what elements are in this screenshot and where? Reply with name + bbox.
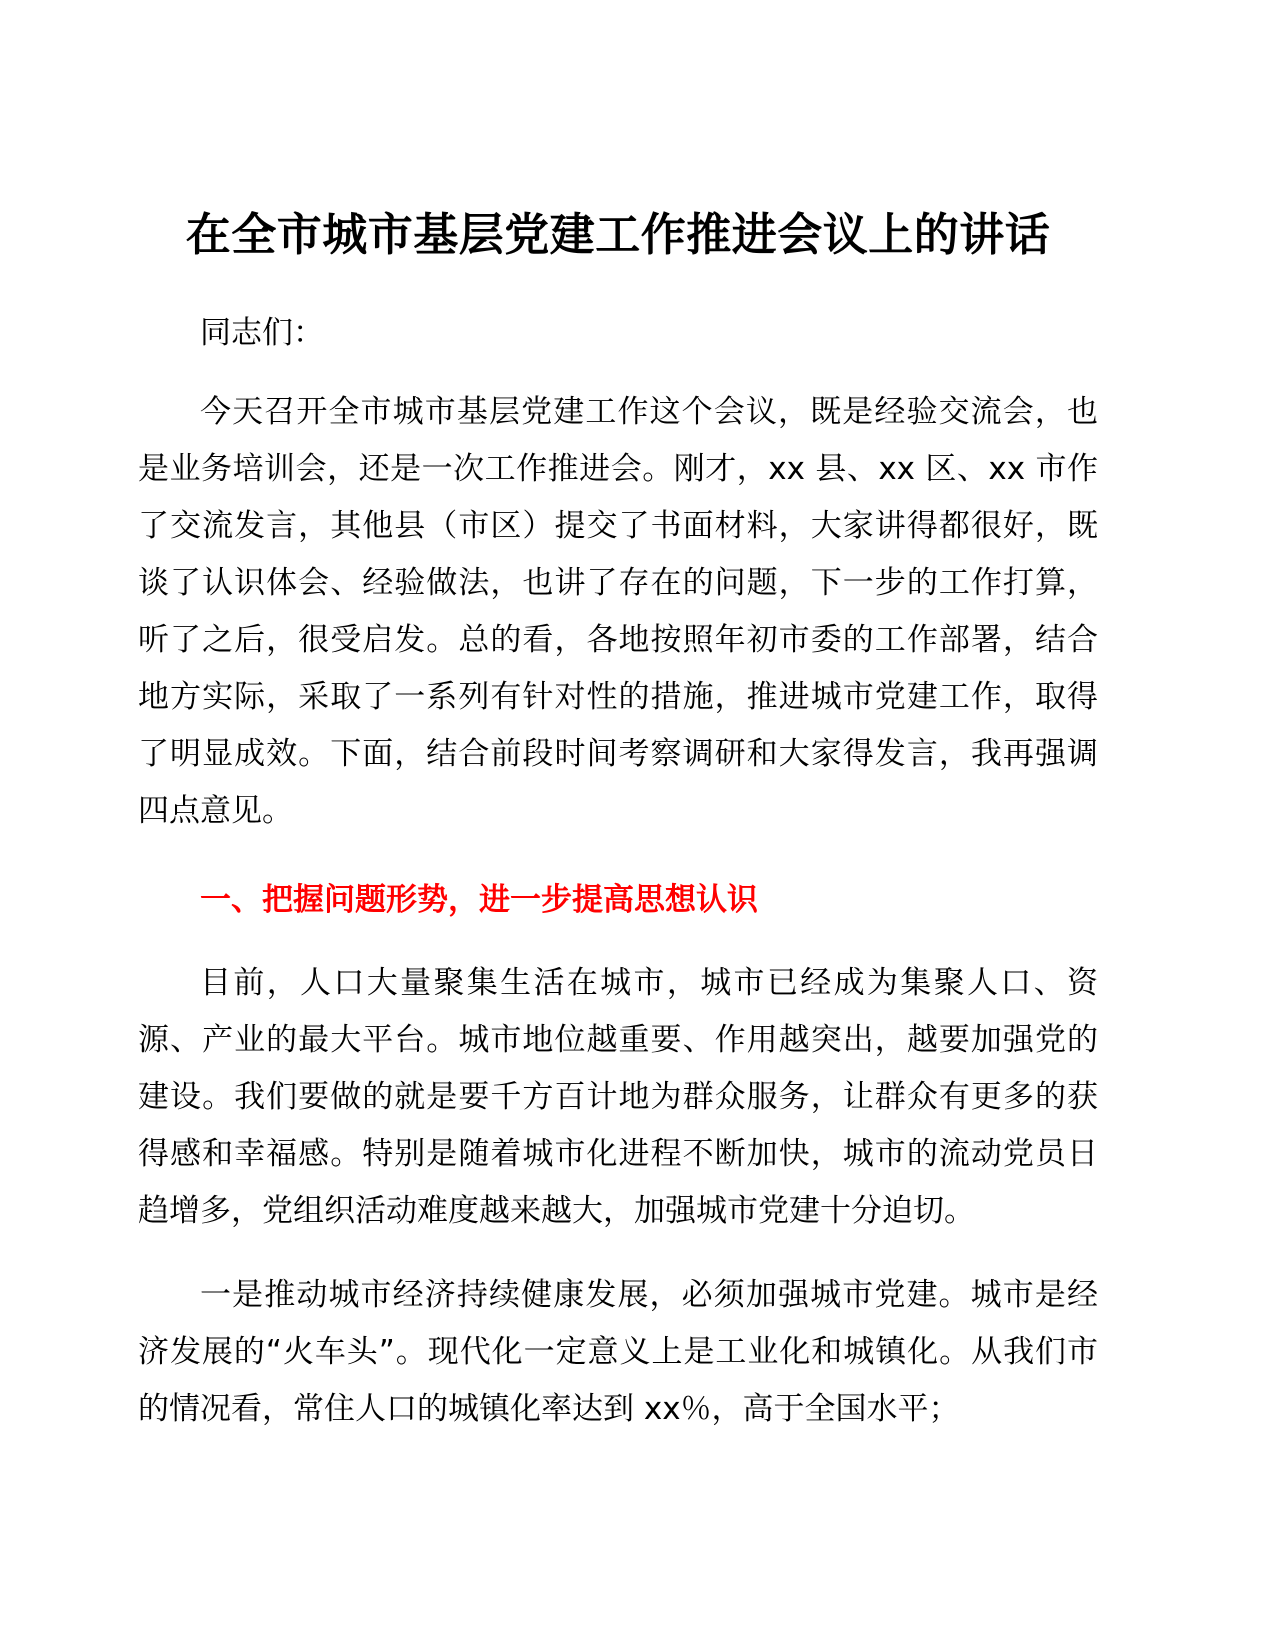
document-content (138, 0, 1098, 1438)
paragraph-two: 一是推动城市经济持续健康发展，必须加强城市党建。城市是经济发展的“火车头”。现代化一定意义上是工业化和城镇化。从我们市的情况看，常住人口的城镇化率达到 xx％，高于全国水平； (138, 1276, 1098, 1427)
section-heading-one: 一、把握问题形势，进一步提高思想认识 (200, 882, 758, 918)
salutation-line: 同志们： (200, 315, 324, 352)
page-title: 在全市城市基层党建工作推进会议上的讲话 (185, 208, 1051, 261)
paragraph-one: 目前，人口大量聚集生活在城市，城市已经成为集聚人口、资源、产业的最大平台。城市地位越重要、作用越突出，越要加强党的建设。我们要做的就是要千方百计地为群众服务，让群众有更多的获得感和幸福感。特别是随着城市化进程不断加快，城市的流动党员日趋增多，党组织活动难度越来越大，加强城市党建十分迫切。 (138, 964, 1098, 1229)
paragraph-intro: 今天召开全市城市基层党建工作这个会议，既是经验交流会，也是业务培训会，还是一次工作推进会。刚才，xx 县、xx 区、xx 市作了交流发言，其他县（市区）提交了书面材料，大家讲得都很好，既谈了认识体会、经验做法，也讲了存在的问题，下一步的工作打算，听了之后，很受启发。总的看，各地按照年初市委的工作部署，结合地方实际，采取了一系列有针对性的措施，推进城市党建工作，取得了明显成效。下面，结合前段时间考察调研和大家得发言，我再强调四点意见。 (138, 393, 1098, 829)
